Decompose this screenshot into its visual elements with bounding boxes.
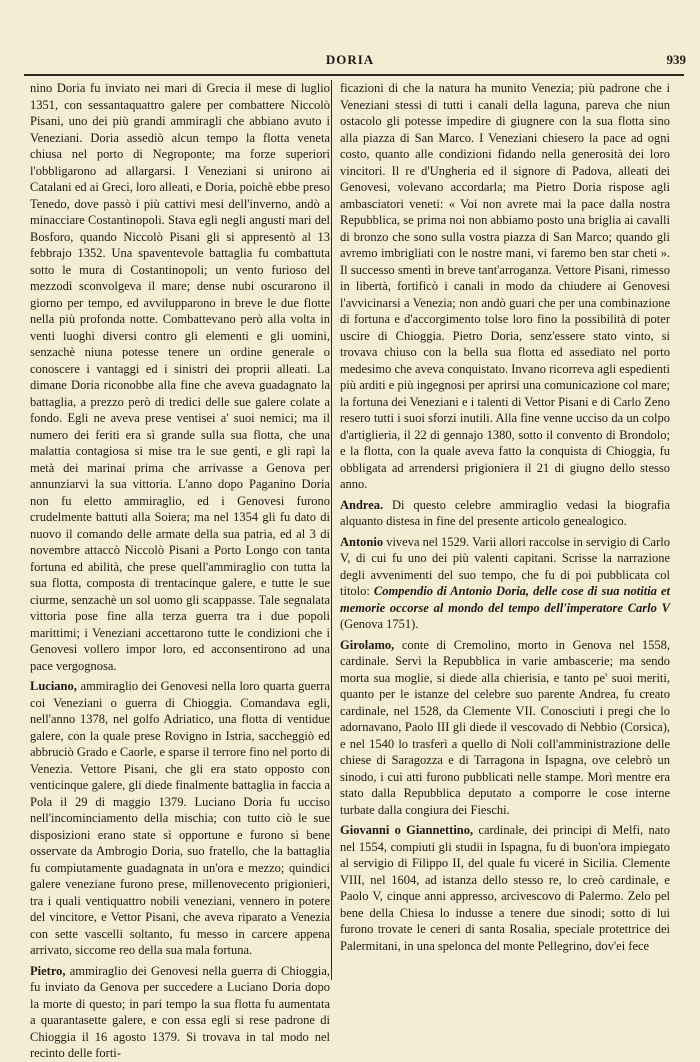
paragraph-text: cardinale, dei principi di Melfi, nato nel 1554, compiuti gli studii in Ispagna, fu di buon'ora impiegato al servigio di Filippo II, del quale fu viceré in Sicilia. Clemente VIII, nel 1604, ad istanza dello stesso re, lo creò cardinale, e Paolo V, cinque anni appresso, arcivescovo di Palermo. Zelo pel bene della Chiesa lo indusse a tenere due sinodi; sotto di lui furono trovate le ceneri di santa Rosalia, speciale protettrice dei Palermitani, in una spelonca del monte Pellegrino, dov'ei fece [340, 823, 670, 953]
paragraph [30, 80, 330, 674]
entry-pietro [30, 963, 330, 1062]
header-rule [24, 74, 684, 76]
entry-heading: Giovanni o Giannettino, [340, 823, 474, 837]
entry-antonio [340, 534, 670, 633]
paragraph [340, 80, 670, 493]
entry-luciano [30, 678, 330, 959]
paragraph-text: ammiraglio dei Genovesi nella loro quarta guerra coi Veneziani o guerra di Chioggia. Comandava egli, nell'anno 1378, nel golfo Adriatico, una flotta di ventidue galere, con la quale prese Rovigno in Istria, saccheggiò ed abbruciò Grado e Caorle, e sparse il terrore fino nel porto di Venezia. Vettore Pisani, che gli era stato opposto con venticinque galere, gli diede finalmente battaglia in faccia a Pola il 29 di maggio 1379. Luciano Doria fu ucciso nell'incominciamento della mischia; con tutto ciò le sue disposizioni erano state sì opportune e furono sì bene osservate da Ambrogio Doria, suo fratello, che la battaglia fu compiutamente guadagnata in un'ora e mezzo; quindici galere veneziane furono prese, millenovecento prigionieri, tra i quali ventiquattro nobili veneziani, vennero in potere del vincitore, e Vettor Pisani, che aveva riparato a Venezia con sette vascelli soltanto, fu messo in carcere appena arrivato, siccome reo della sua mala fortuna. [30, 679, 330, 957]
entry-heading: Andrea. [340, 497, 384, 512]
entry-heading: Antonio [340, 534, 384, 549]
book-title: Compendio di Antonio Doria, delle cose di sua notitia et memorie occorse al mondo del tempo dell'imperatore Carlo V [340, 584, 670, 615]
paragraph-text: Di questo celebre ammiraglio vedasi la biografia alquanto distesa in fine del presente articolo genealogico. [340, 497, 670, 528]
right-column [340, 80, 670, 1010]
page-header [0, 46, 700, 70]
column-divider [331, 80, 332, 980]
entry-giovanni [340, 822, 670, 954]
running-title: DORIA [325, 52, 375, 67]
paragraph-text: conte di Cremolino, morto in Genova nel 1558, cardinale. Servì la Repubblica in varie ambascerie; ma sendo morta sua moglie, si diede alla chierisia, e tanto pe' suoi meriti, quanto per le istanze del celebre suo parente Andrea, fu creato cardinale, nel 1528, da Clemente VII. Conosciuti i pregi che lo adornavano, Paolo III gli diede il vescovado di Nebbio (Corsica), e nel 1540 lo trasferì a quello di Noli coll'amministrazione delle chiese di Saragozza e di Tarragona in Ispagna, ove celebrò un sinodo, i cui atti furono pubblicati nelle stampe. Morì mentre era stato dalla Repubblica deputato a comporre le cose interne turbate dalla congiura dei Fieschi. [340, 637, 670, 817]
left-column [30, 80, 330, 1060]
paragraph-text: (Genova 1751). [340, 617, 419, 631]
paragraph-text: viveva nel 1529. Varii allori raccolse in servigio di Carlo V, di cui fu uno dei più valenti capitani. Scrisse la narrazione degli avvenimenti del suo tempo, che fu di poi pubblicata col titolo: [340, 534, 670, 598]
page-number: 939 [666, 52, 686, 67]
entry-heading: Girolamo, [340, 637, 395, 652]
paragraph-text: ficazioni di che la natura ha munito Venezia; più padrone che i Veneziani stessi di tutti i canali della laguna, pareva che niun ostacolo gli potesse impedire di giugnere con la sua flotta sino alla piazza di San Marco. I Veneziani chiesero la pace ad ogni costo, quanto alle condizioni fidando nella generosità dei loro vincitori. Il re d'Ungheria ed il signore di Padova, alleati dei Genovesi, volevano accordarla; ma Pietro Doria rispose agli ambasciatori veneti: « Voi non avrete mai la pace dalla nostra Repubblica, se prima noi non abbiamo posto una briglia ai cavalli di bronzo che sono sulla vostra piazza di San Marco; quando gli avremo imbrigliati con le nostre mani, vi faremo ben star cheti ». Il successo smentì in breve tant'arroganza. Vettore Pisani, rimesso in libertà, fortificò i canali in modo da chiudere ai Genovesi l'avvicinarsi a Venezia; non andò guari che per una combinazione di fortuna e d'accorgimento tolse loro fino la possibilità di poter uscire di Chioggia. Pietro Doria, senz'essere stato vinto, si trovava chiuso con la bella sua flotta ed assediato nel porto medesimo che aveva conquistato. Invano ricorreva agli espedienti più arditi e più ingegnosi per aprirsi una comunicazione col mare; la fortuna dei Veneziani e i talenti di Vettor Pisani e di Carlo Zeno resero tutti i suoi sforzi inutili. Alla fine venne ucciso da un colpo d'artiglieria, il 22 di gennajo 1380, sotto il convento di Brondolo; e la flotta, con la quale aveva fatto la conquista di Chioggia, fu obbligata ad arrendersi prigioniera il 21 di giugno dello stesso anno. [340, 81, 670, 491]
entry-heading: Pietro, [30, 963, 66, 978]
entry-heading: Luciano, [30, 679, 77, 693]
paragraph-text: ammiraglio dei Genovesi nella guerra di Chioggia, fu inviato da Genova per succedere a Luciano Doria dopo la morte di questo; in pari tempo la sua flotta fu aumentata a quarantasette galere, e con essa egli si rese padrone di Chioggia il 16 agosto 1379. Si trovava in tal modo nel recinto delle forti- [30, 963, 330, 1060]
paragraph-text: nino Doria fu inviato nei mari di Grecia il mese di luglio 1351, con sessantaquattro galere per combattere Niccolò Pisani, uno dei più grandi ammiragli che abbiano avuto i Veneziani. Doria assediò alcun tempo la flotta veneta chiusa nel porto di Negroponte; ma forze superiori l'obbligarono ad allargarsi. I Veneziani si unirono ai Catalani ed ai Greci, loro alleati, e Doria, poichè ebbe preso Tenedo, dove passò i più cattivi mesi dell'inverno, andò a minacciare Costantinopoli. Stava egli negli angusti mari del Bosforo, quando Niccolò Pisani gli si appresentò al 13 febbrajo 1352. Una spaventevole battaglia fu combattuta sotto le mura di Costantinopoli; un vento furioso del mezzodì sconvolgeva il mare; dense nubi oscurarono il giorno per tempo, ed avvilupparono in breve le due flotte nella più profonda notte. Combattevano però alla volta in venti luoghi diversi contro gli elementi e gli uomini, senzachè niuna potesse tenere un ordine generale o conoscere i vantaggi ed i sinistri dei proprii alleati. La dimane Doria riconobbe alla fine che aveva guadagnato la battaglia, a prezzo però di tredici delle sue galere colate a fondo. Egli ne aveva prese ventisei a' suoi nemici; ma il numero dei feriti era sì grande sulla sua flotta, che una malattia contagiosa si mise tra le sue genti, e gli rapì la metà dei marinai prima che arrivasse a Genova per annunziarvi la sua vittoria. L'anno dopo Paganino Doria non fu eletto ammiraglio, ed i Genovesi furono crudelmente battuti alla Soiera; ma nel 1354 gli fu dato di nuovo il comando delle armate della sua patria, ed al 3 di novembre attaccò Niccolò Pisani a Porto Longo con tanta fortuna ed abilità, che prese quell'ammiraglio con tutta la sua flotta, composta di trentacinque galere, e tutte le sue ciurme, senzachè un sol uomo gli scappasse. Tale segnalata vittoria pose fine alla terza guerra tra i due popoli marittimi; i Veneziani accettarono tutte le condizioni che i Genovesi vollero impor loro, ed acconsentirono ad una pace vergognosa. [30, 81, 330, 673]
entry-girolamo [340, 637, 670, 819]
entry-andrea [340, 497, 670, 530]
